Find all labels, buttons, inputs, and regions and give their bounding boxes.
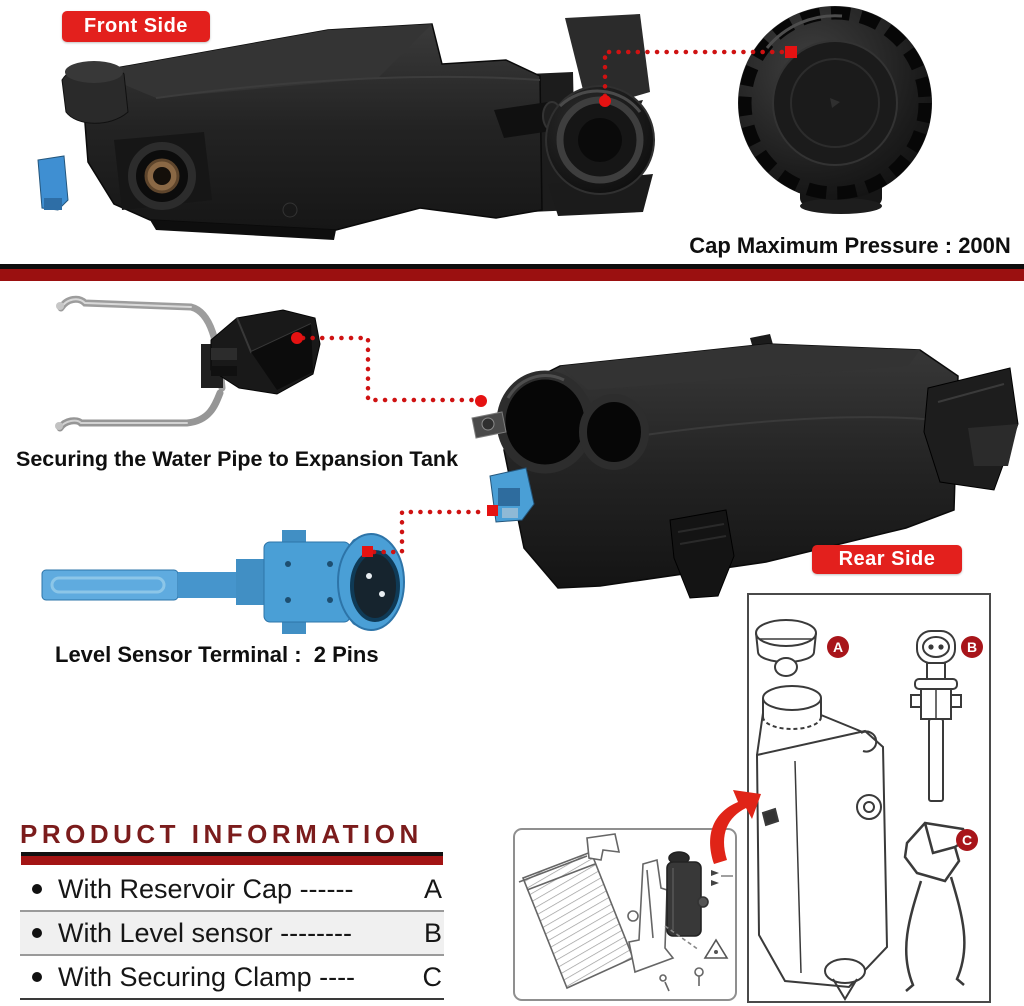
item-ref: B bbox=[423, 917, 442, 948]
arrow-to-parts-box-icon bbox=[700, 782, 764, 868]
item-ref: A bbox=[423, 873, 442, 904]
cap-drawing bbox=[756, 620, 816, 676]
level-sensor-photo bbox=[30, 512, 405, 637]
part-label-b: B bbox=[966, 639, 978, 655]
securing-clamp-photo bbox=[15, 292, 325, 447]
included-parts-box bbox=[747, 593, 991, 1003]
level-sensor-plug-front bbox=[38, 156, 68, 210]
side-bracket bbox=[924, 368, 1018, 490]
front-side-badge: Front Side bbox=[62, 11, 210, 42]
vent-nub bbox=[62, 61, 128, 123]
product-info-item bbox=[20, 868, 444, 912]
clamp-drawing bbox=[905, 823, 967, 991]
cap-pressure-caption: Cap Maximum Pressure : 200N bbox=[689, 233, 1011, 258]
tank-drawing bbox=[757, 686, 887, 999]
product-information-title: PRODUCT INFORMATION bbox=[20, 819, 423, 849]
section-divider-red bbox=[0, 269, 1024, 281]
clamp-caption: Securing the Water Pipe to Expansion Tank bbox=[16, 447, 459, 471]
clamp-callout-line bbox=[303, 338, 474, 400]
sensor-connector bbox=[338, 534, 404, 630]
product-info-item bbox=[20, 912, 444, 956]
item-label: With Securing Clamp ---- bbox=[58, 961, 356, 992]
included-parts-drawing bbox=[749, 595, 989, 1001]
front-tank-photo bbox=[28, 14, 678, 254]
item-label: With Reservoir Cap ------ bbox=[58, 873, 354, 904]
clamp-wires bbox=[55, 299, 222, 430]
part-label-c: C bbox=[961, 832, 973, 848]
sensor-caption: Level Sensor Terminal : 2 Pins bbox=[55, 642, 379, 667]
item-ref: C bbox=[422, 961, 442, 992]
hose-port bbox=[114, 132, 212, 210]
title-underline-red bbox=[21, 856, 443, 865]
bottom-drain bbox=[670, 510, 734, 598]
item-label: With Level sensor -------- bbox=[58, 917, 353, 948]
cap-body bbox=[738, 6, 932, 200]
reservoir-cap-photo bbox=[722, 0, 957, 215]
clamp-head bbox=[201, 310, 320, 394]
product-info-item bbox=[20, 956, 444, 1000]
radiator-drawing bbox=[519, 852, 638, 988]
part-label-a: A bbox=[832, 639, 844, 655]
bullet-icon bbox=[32, 884, 42, 894]
sensor-drawing bbox=[911, 631, 961, 801]
bracket-drawing bbox=[587, 834, 619, 860]
bullet-icon bbox=[32, 972, 42, 982]
rear-side-badge: Rear Side bbox=[812, 545, 962, 574]
bullet-icon bbox=[32, 928, 42, 938]
filler-neck bbox=[546, 86, 654, 216]
sensor-blade bbox=[42, 559, 264, 605]
